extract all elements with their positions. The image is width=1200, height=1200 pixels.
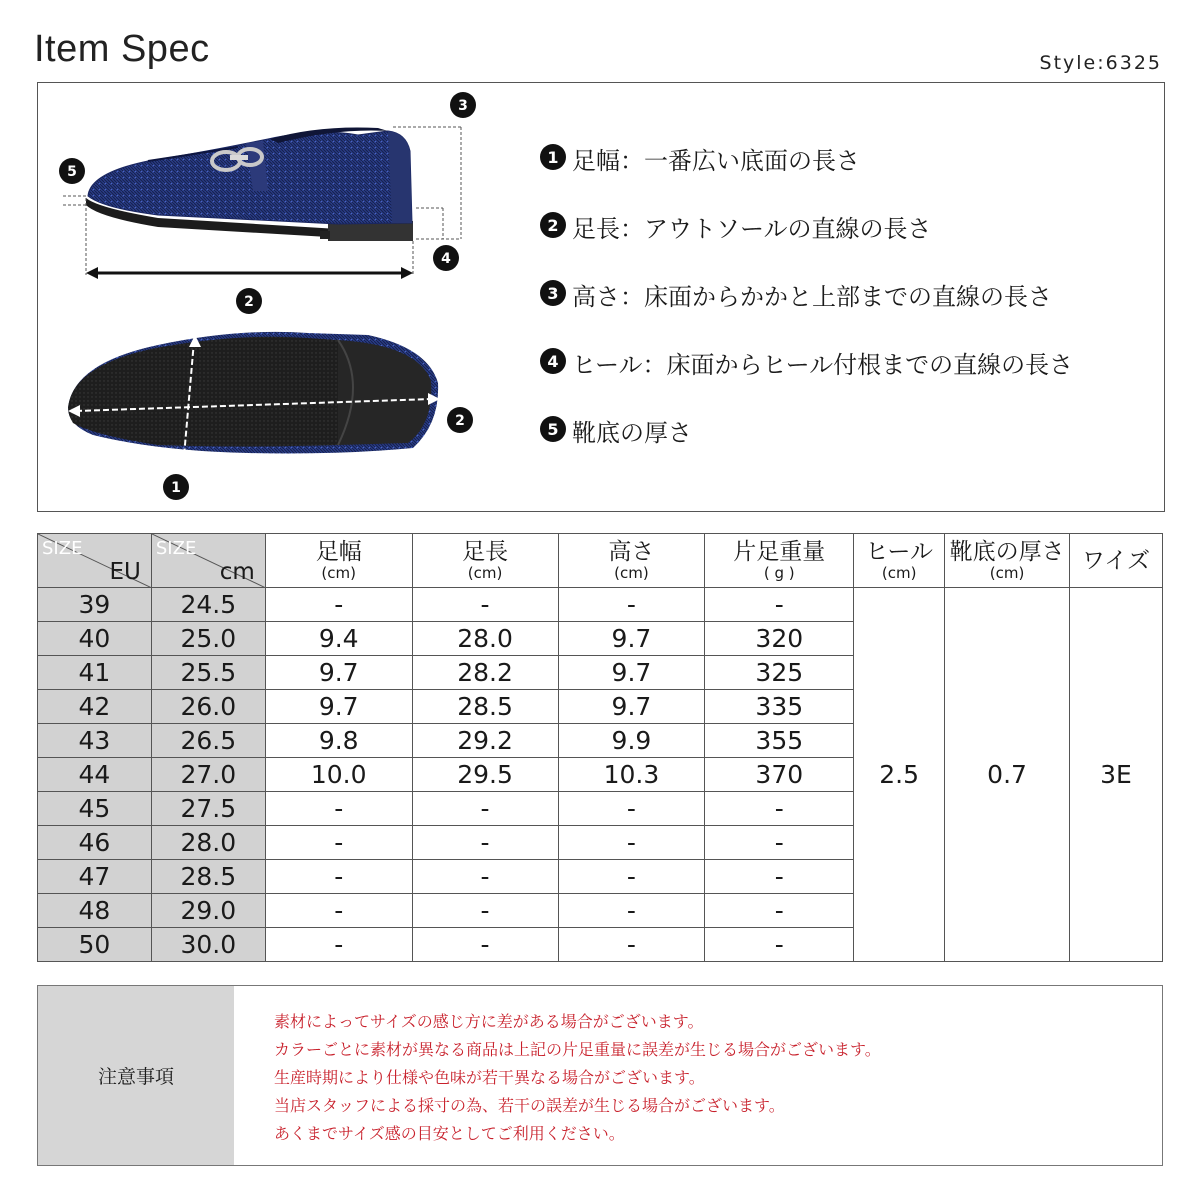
cell-length: - [412, 792, 558, 826]
legend-item-foot-width [540, 141, 1073, 209]
cell-eu: 42 [38, 690, 152, 724]
cell-width: - [265, 792, 412, 826]
cell-length: - [412, 928, 558, 962]
cell-height: - [558, 894, 705, 928]
table-header-row [38, 534, 1163, 588]
cell-cm: 30.0 [151, 928, 265, 962]
callout-2-side-icon [236, 288, 262, 314]
cell-eu: 43 [38, 724, 152, 758]
cell-eu: 47 [38, 860, 152, 894]
cell-height: - [558, 826, 705, 860]
shoe-sole-view [68, 332, 438, 454]
cell-length: 28.5 [412, 690, 558, 724]
legend-item-foot-length [540, 209, 1073, 277]
note-item: カラーごとに素材が異なる商品は上記の片足重量に誤差が生じる場合がございます。 [274, 1040, 881, 1059]
cell-weight: - [705, 792, 854, 826]
cell-length: - [412, 860, 558, 894]
cell-wise: 3E [1070, 588, 1163, 962]
cell-sole: 0.7 [945, 588, 1070, 962]
cell-height: 9.9 [558, 724, 705, 758]
legend-text: 靴底の厚さ [572, 419, 692, 447]
svg-text:2: 2 [455, 413, 465, 429]
cell-length: 28.2 [412, 656, 558, 690]
callout-5-icon [59, 158, 85, 184]
header-sole-thickness: 靴底の厚さ (cm) [945, 534, 1070, 588]
cell-length: - [412, 588, 558, 622]
cell-width: 9.7 [265, 656, 412, 690]
cell-width: - [265, 928, 412, 962]
cell-width: - [265, 860, 412, 894]
cell-height: 9.7 [558, 622, 705, 656]
cell-cm: 28.5 [151, 860, 265, 894]
svg-text:5: 5 [67, 164, 77, 180]
number-4-icon: 4 [540, 348, 566, 374]
legend-text: ヒール：床面からヒール付根までの直線の長さ [572, 351, 1074, 379]
cell-length: - [412, 826, 558, 860]
cell-heel: 2.5 [854, 588, 945, 962]
cell-cm: 28.0 [151, 826, 265, 860]
note-item: 生産時期により仕様や色味が若干異なる場合がございます。 [274, 1068, 705, 1087]
cell-cm: 27.0 [151, 758, 265, 792]
cell-length: 29.2 [412, 724, 558, 758]
page-title: Item Spec [34, 28, 210, 70]
cell-width: 9.8 [265, 724, 412, 758]
legend-text: 足長：アウトソールの直線の長さ [572, 215, 932, 243]
measurement-legend [540, 141, 1073, 481]
cell-weight: 320 [705, 622, 854, 656]
cell-eu: 46 [38, 826, 152, 860]
header-foot-width: 足幅 (cm) [265, 534, 412, 588]
style-number: Style:6325 [1039, 52, 1162, 74]
cell-eu: 45 [38, 792, 152, 826]
header-height: 高さ (cm) [558, 534, 705, 588]
callout-2-sole-icon [447, 407, 473, 433]
cell-height: 9.7 [558, 656, 705, 690]
cell-eu: 41 [38, 656, 152, 690]
size-spec-table [37, 533, 1163, 962]
number-3-icon: 3 [540, 280, 566, 306]
cell-width: - [265, 826, 412, 860]
header-size-cm: SIZE cm [151, 534, 265, 588]
shoe-side-view [86, 127, 413, 241]
note-item: あくまでサイズ感の目安としてご利用ください。 [274, 1124, 625, 1143]
cell-cm: 29.0 [151, 894, 265, 928]
legend-item-heel [540, 345, 1073, 413]
cell-weight: 335 [705, 690, 854, 724]
header-weight: 片足重量 ( g ) [705, 534, 854, 588]
cell-cm: 25.0 [151, 622, 265, 656]
cell-weight: 370 [705, 758, 854, 792]
note-item: 素材によってサイズの感じ方に差がある場合がございます。 [274, 1012, 704, 1031]
cell-eu: 40 [38, 622, 152, 656]
cell-cm: 25.5 [151, 656, 265, 690]
cell-width: 9.7 [265, 690, 412, 724]
legend-text: 高さ：床面からかかと上部までの直線の長さ [572, 283, 1052, 311]
cell-height: 9.7 [558, 690, 705, 724]
cell-height: - [558, 860, 705, 894]
svg-text:2: 2 [244, 294, 254, 310]
cell-eu: 39 [38, 588, 152, 622]
svg-text:4: 4 [441, 251, 451, 267]
cell-height: - [558, 928, 705, 962]
cell-cm: 26.5 [151, 724, 265, 758]
cell-eu: 50 [38, 928, 152, 962]
header-size-eu: SIZE EU [38, 534, 152, 588]
shoe-length-arrow [86, 267, 413, 279]
table-row [38, 588, 1163, 622]
cell-length: - [412, 894, 558, 928]
number-2-icon: 2 [540, 212, 566, 238]
cell-height: - [558, 792, 705, 826]
cell-height: 10.3 [558, 758, 705, 792]
notes-list [234, 986, 881, 1165]
measurement-diagram-panel [37, 82, 1165, 512]
cell-weight: 355 [705, 724, 854, 758]
cell-height: - [558, 588, 705, 622]
legend-item-height [540, 277, 1073, 345]
cell-weight: - [705, 826, 854, 860]
cell-weight: - [705, 860, 854, 894]
cell-weight: 325 [705, 656, 854, 690]
cell-weight: - [705, 928, 854, 962]
cell-cm: 27.5 [151, 792, 265, 826]
svg-text:3: 3 [458, 98, 468, 114]
cell-eu: 48 [38, 894, 152, 928]
cell-width: - [265, 894, 412, 928]
notes-panel [37, 985, 1163, 1166]
note-item: 当店スタッフによる採寸の為、若干の誤差が生じる場合がございます。 [274, 1096, 785, 1115]
legend-text: 足幅：一番広い底面の長さ [572, 147, 860, 175]
cell-cm: 24.5 [151, 588, 265, 622]
number-5-icon: 5 [540, 416, 566, 442]
cell-width: - [265, 588, 412, 622]
cell-width: 10.0 [265, 758, 412, 792]
callout-3-icon [450, 92, 476, 118]
header-foot-length: 足長 (cm) [412, 534, 558, 588]
cell-width: 9.4 [265, 622, 412, 656]
header-wise: ワイズ [1070, 534, 1163, 588]
callout-4-icon [433, 245, 459, 271]
callout-1-icon [163, 474, 189, 500]
legend-item-sole-thickness [540, 413, 1073, 481]
notes-label: 注意事項 [38, 986, 234, 1165]
cell-length: 28.0 [412, 622, 558, 656]
cell-eu: 44 [38, 758, 152, 792]
svg-text:1: 1 [171, 480, 181, 496]
number-1-icon: 1 [540, 144, 566, 170]
cell-cm: 26.0 [151, 690, 265, 724]
cell-weight: - [705, 894, 854, 928]
cell-weight: - [705, 588, 854, 622]
cell-length: 29.5 [412, 758, 558, 792]
header-heel: ヒール (cm) [854, 534, 945, 588]
